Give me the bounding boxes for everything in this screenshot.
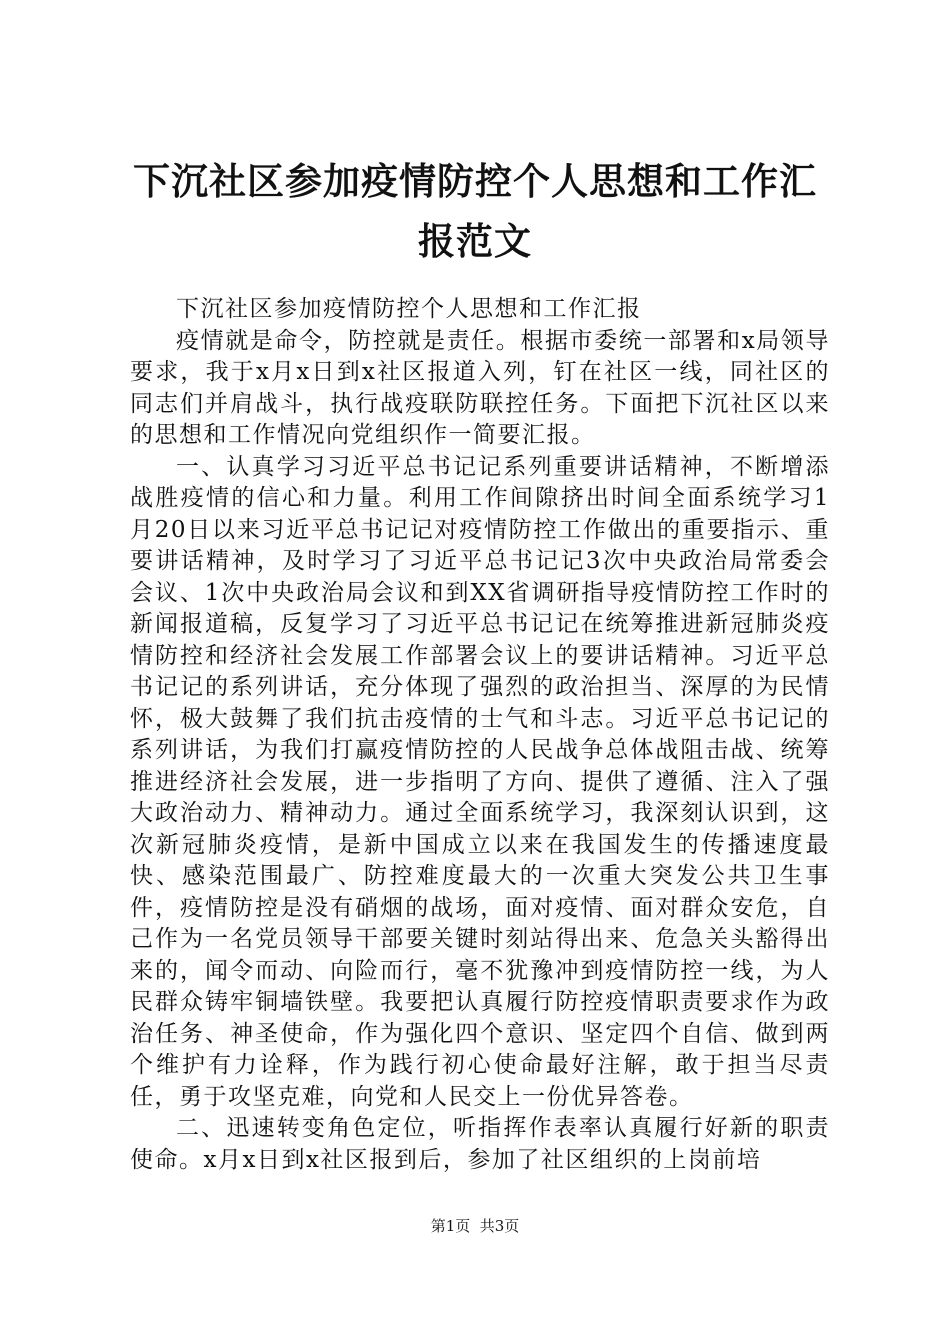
document-title: 下沉社区参加疫情防控个人思想和工作汇报范文 (133, 160, 817, 263)
document-body (130, 294, 830, 1176)
page-footer (0, 1216, 950, 1236)
section-one-paragraph: 一、认真学习习近平总书记记系列重要讲话精神，不断增添战胜疫情的信心和力量。利用工作间隙挤出时间全面系统学习1月20日以来习近平总书记记对疫情防控工作做出的重要指示、重要讲话精神，及时学习了习近平总书记记3次中央政治局常委会会议、1次中央政治局会议和到XX省调研指导疫情防控工作时的新闻报道稿，反复学习了习近平总书记记在统筹推进新冠肺炎疫情防控和经济社会发展工作部署会议上的要讲话精神。习近平总书记记的系列讲话，充分体现了强烈的政治担当、深厚的为民情怀，极大鼓舞了我们抗击疫情的士气和斗志。习近平总书记记的系列讲话，为我们打赢疫情防控的人民战争总体战阻击战、统筹推进经济社会发展，进一步指明了方向、提供了遵循、注入了强大政治动力、精神动力。通过全面系统学习，我深刻认识到，这次新冠肺炎疫情，是新中国成立以来在我国发生的传播速度最快、感染范围最广、防控难度最大的一次重大突发公共卫生事件，疫情防控是没有硝烟的战场，面对疫情、面对群众安危，自己作为一名党员领导干部要关键时刻站得出来、危急关头豁得出来的，闻令而动、向险而行，毫不犹豫冲到疫情防控一线，为人民群众铸牢铜墙铁壁。我要把认真履行防控疫情职责要求作为政治任务、神圣使命，作为强化四个意识、坚定四个自信、做到两个维护有力诠释，作为践行初心使命最好注解，敢于担当尽责任，勇于攻坚克难，向党和人民交上一份优异答卷。 (130, 453, 830, 1110)
page-number-label: 第1页 共3页 (430, 1217, 520, 1235)
intro-paragraph: 疫情就是命令，防控就是责任。根据市委统一部署和x局领导要求，我于x月x日到x社区报道入列，钉在社区一线，同社区的同志们并肩战斗，执行战疫联防联控任务。下面把下沉社区以来的思想和工作情况向党组织作一简要汇报。 (130, 327, 830, 448)
section-two-paragraph: 二、迅速转变角色定位，听指挥作表率认真履行好新的职责使命。x月x日到x社区报到后，参加了社区组织的上岗前培 (130, 1115, 830, 1173)
subtitle-paragraph: 下沉社区参加疫情防控个人思想和工作汇报 (176, 296, 642, 322)
